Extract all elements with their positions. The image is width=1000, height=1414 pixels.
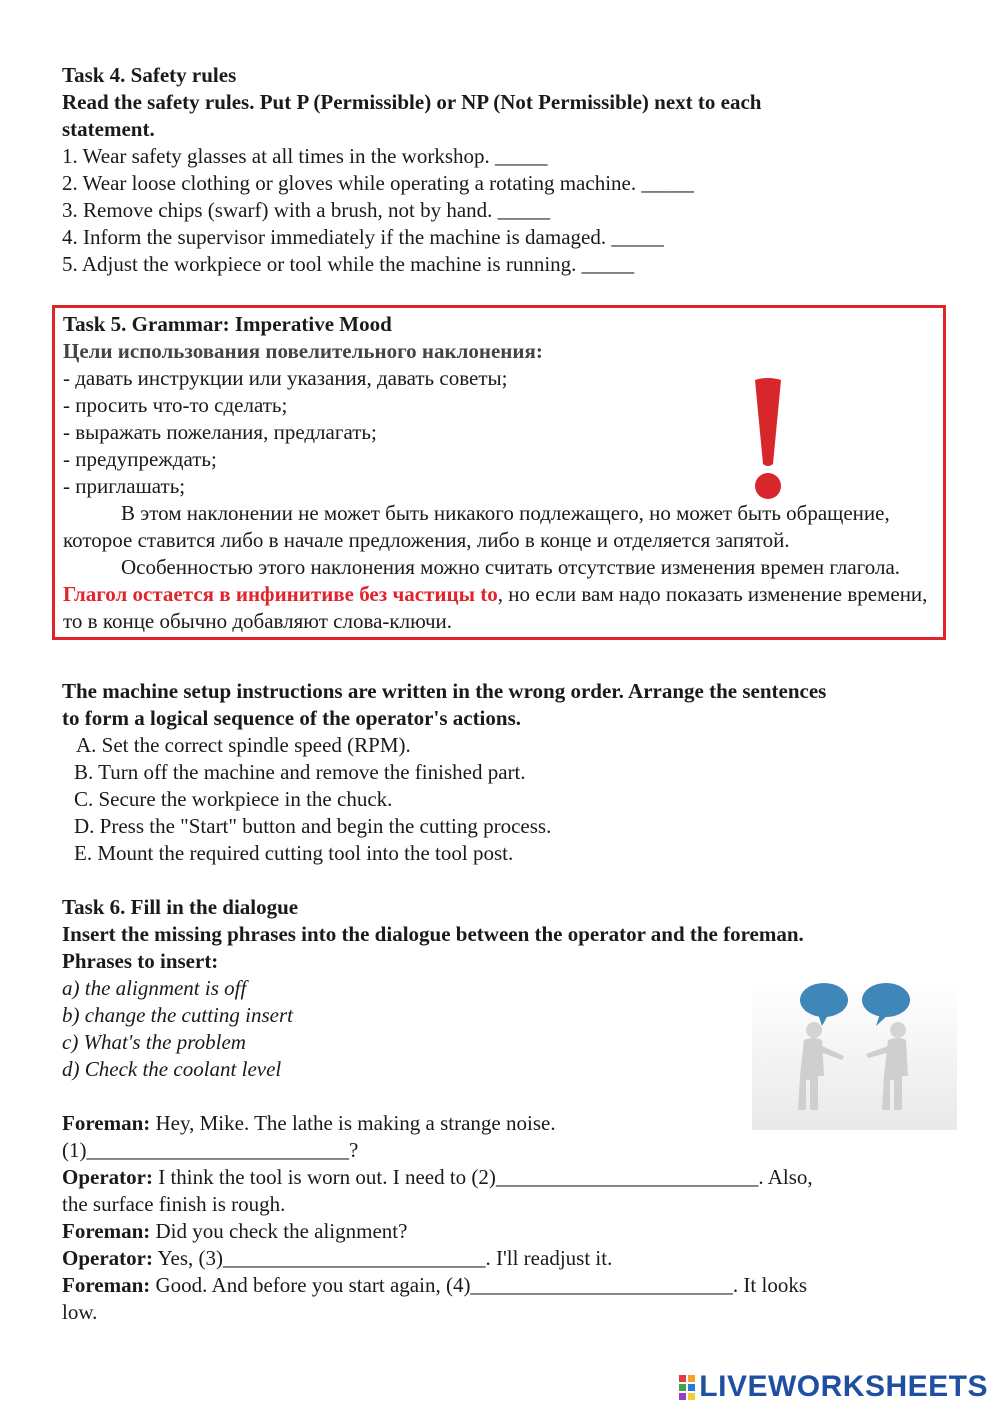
grammar-paragraph-2: Особенностью этого наклонения можно считать отсутствие изменения времен глагола. Глагол остается в инфинитиве без частицы to, но если вам надо показать изменение времени, то в конце обычно добавляют слова-ключи. (63, 555, 928, 633)
dialogue-line: Foreman: Did you check the alignment? (62, 1219, 408, 1243)
dialogue-line: Foreman: Hey, Mike. The lathe is making a strange noise. (62, 1111, 556, 1135)
phrase-option: c) What's the problem (62, 1030, 246, 1054)
dialogue-line: Foreman: Good. And before you start again, (4)_________________________. It looks (62, 1273, 808, 1297)
usage-bullet: - выражать пожелания, предлагать; (63, 420, 377, 444)
logo-squares-icon (679, 1375, 695, 1400)
infinitive-rule-highlight: Глагол остается в инфинитиве без частицы to (63, 582, 498, 606)
task4-instruction-cont: statement. (62, 117, 155, 141)
exclamation-icon (743, 376, 793, 506)
ordering-item: B. Turn off the machine and remove the finished part. (74, 760, 526, 784)
usage-bullet: - просить что-то сделать; (63, 393, 288, 417)
task4-title: Task 4. Safety rules (62, 63, 237, 87)
liveworksheets-logo (679, 1372, 988, 1402)
phrase-option: a) the alignment is off (62, 976, 247, 1000)
ordering-item: C. Secure the workpiece in the chuck. (74, 787, 393, 811)
phrase-option: d) Check the coolant level (62, 1057, 282, 1081)
usage-bullet: - предупреждать; (63, 447, 217, 471)
dialogue-blank-1[interactable]: (1)_________________________? (62, 1138, 359, 1162)
dialogue-blank-4[interactable]: Good. And before you start again, (4)_________________________. It looks (150, 1273, 808, 1297)
ordering-instruction: The machine setup instructions are written in the wrong order. Arrange the sentences (62, 679, 827, 703)
phrase-option: b) change the cutting insert (62, 1003, 293, 1027)
task6-instruction: Insert the missing phrases into the dialogue between the operator and the foreman. (62, 922, 804, 946)
two-people-speech-icon (752, 980, 957, 1130)
usage-bullet: - давать инструкции или указания, давать советы; (63, 366, 508, 390)
task5-subtitle: Цели использования повелительного наклонения: (63, 339, 543, 363)
worksheet-page (62, 62, 942, 1326)
dialogue-line: low. (62, 1300, 98, 1324)
safety-rule-item: 1. Wear safety glasses at all times in the workshop. _____ (62, 144, 548, 168)
dialogue-blank-2[interactable]: I think the tool is worn out. I need to (2)_________________________. Also, (152, 1165, 813, 1189)
ordering-instruction-cont: to form a logical sequence of the operator's actions. (62, 706, 521, 730)
dialogue-line: Operator: Yes, (3)_________________________. I'll readjust it. (62, 1246, 613, 1270)
ordering-item: D. Press the "Start" button and begin the cutting process. (74, 814, 552, 838)
safety-rule-item: 5. Adjust the workpiece or tool while the machine is running. _____ (62, 252, 635, 276)
dialogue-line: the surface finish is rough. (62, 1192, 286, 1216)
task6-title: Task 6. Fill in the dialogue (62, 895, 299, 919)
dialogue-blank-3[interactable]: Yes, (3)_________________________. I'll readjust it. (152, 1246, 613, 1270)
ordering-item: A. Set the correct spindle speed (RPM). (76, 733, 411, 757)
safety-rule-item: 3. Remove chips (swarf) with a brush, not by hand. _____ (62, 198, 551, 222)
phrases-label: Phrases to insert: (62, 949, 219, 973)
safety-rule-item: 4. Inform the supervisor immediately if the machine is damaged. _____ (62, 225, 664, 249)
dialogue-line: Operator: I think the tool is worn out. I need to (2)_________________________. Also, (62, 1165, 813, 1189)
logo-text: LIVEWORKSHEETS (699, 1370, 988, 1403)
ordering-item: E. Mount the required cutting tool into the tool post. (74, 841, 514, 865)
task5-title: Task 5. Grammar: Imperative Mood (63, 312, 392, 336)
grammar-box (52, 305, 946, 640)
task4-instruction: Read the safety rules. Put P (Permissible) or NP (Not Permissible) next to each (62, 90, 762, 114)
safety-rule-item: 2. Wear loose clothing or gloves while operating a rotating machine. _____ (62, 171, 694, 195)
usage-bullet: - приглашать; (63, 474, 186, 498)
grammar-paragraph-1: В этом наклонении не может быть никакого подлежащего, но может быть обращение, которое ставится либо в начале предложения, либо в конце и отделяется запятой. (63, 501, 890, 552)
